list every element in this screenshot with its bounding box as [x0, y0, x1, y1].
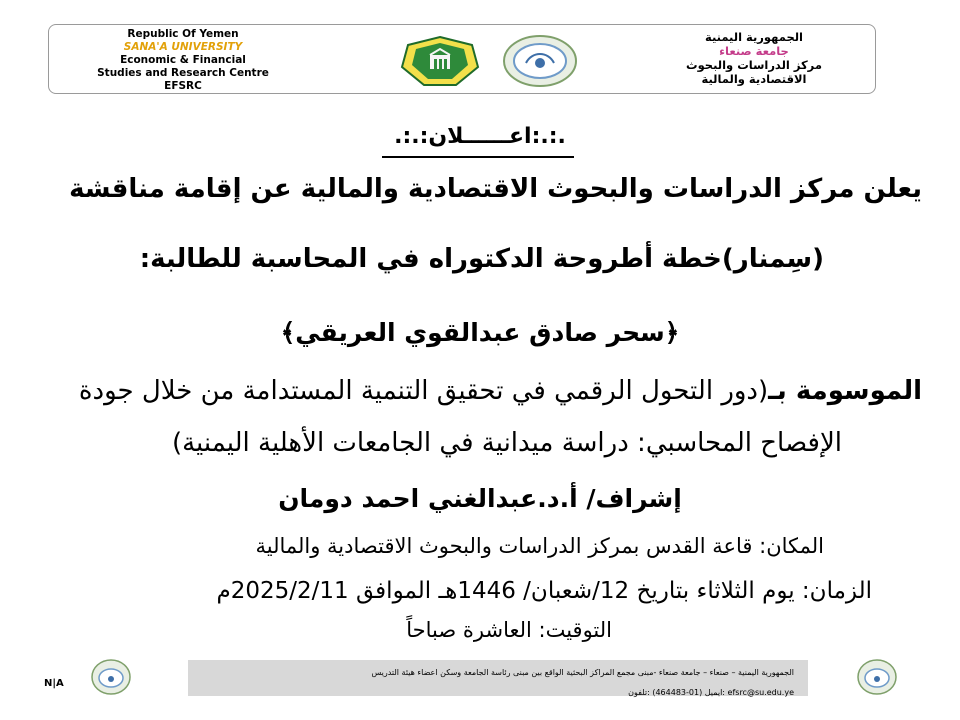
timing-info: التوقيت: العاشرة صباحاً [406, 618, 612, 642]
header-centre-ar-1: مركز الدراسات والبحوث [686, 58, 822, 72]
research-centre-logo [500, 33, 580, 89]
announcement-title: .:.:اعــــــلان:.:. [394, 124, 566, 149]
thesis-title-line2: الإفصاح المحاسبي: دراسة ميدانية في الجامعات الأهلية اليمنية) [171, 428, 842, 458]
announcement-intro-line2: (سِمنار)خطة أطروحة الدكتوراه في المحاسبة للطالبة: [139, 244, 824, 274]
header-country-ar: الجمهورية اليمنية [704, 30, 803, 44]
title-underline [382, 156, 574, 158]
header-university-ar: جامعة صنعاء [719, 44, 789, 58]
footer-na-label: N|A [44, 678, 64, 689]
footer-logo-left [90, 658, 132, 696]
place-info: المكان: قاعة القدس بمركز الدراسات والبحوث الاقتصادية والمالية [255, 534, 824, 558]
header-university-en: SANA'A UNIVERSITY [123, 41, 243, 53]
header-english-block [58, 28, 308, 93]
header-centre-abbr: EFSRC [164, 80, 202, 92]
supervisor: إشراف/ أ.د.عبدالغني احمد دومان [278, 484, 682, 513]
announcement-intro-line1: يعلن مركز الدراسات والبحوث الاقتصادية والمالية عن إقامة مناقشة [69, 174, 922, 204]
header-centre-ar-2: الاقتصادية والمالية [701, 72, 807, 86]
sanaa-university-logo [394, 33, 486, 89]
header-country-en: Republic Of Yemen [127, 28, 239, 40]
time-info: الزمان: يوم الثلاثاء بتاريخ 12/شعبان/ 1446هـ الموافق 2025/2/11م [216, 578, 872, 604]
footer-contact: efsrc@su.edu.ye :ايميل (01-464483) :تلفون [628, 688, 794, 697]
thesis-title-line1 [79, 376, 922, 406]
thesis-title-text-1: (دور التحول الرقمي في تحقيق التنمية المستدامة من خلال جودة [78, 376, 769, 406]
thesis-title-prefix: الموسومة بـ [768, 376, 922, 406]
footer-logo-right [856, 658, 898, 696]
footer-address: الجمهورية اليمنية – صنعاء – جامعة صنعاء -مبنى مجمع المراكز البحثية الواقع بين مبنى رئاسة الجامعة وسكن اعضاء هيئة التدريس [371, 668, 794, 677]
header-centre-en-2: Studies and Research Centre [97, 67, 269, 79]
header-centre-en-1: Economic & Financial [120, 54, 246, 66]
header-arabic-block [644, 30, 864, 86]
student-name: ﴿سحر صادق عبدالقوي العريقي﴾ [280, 318, 680, 347]
